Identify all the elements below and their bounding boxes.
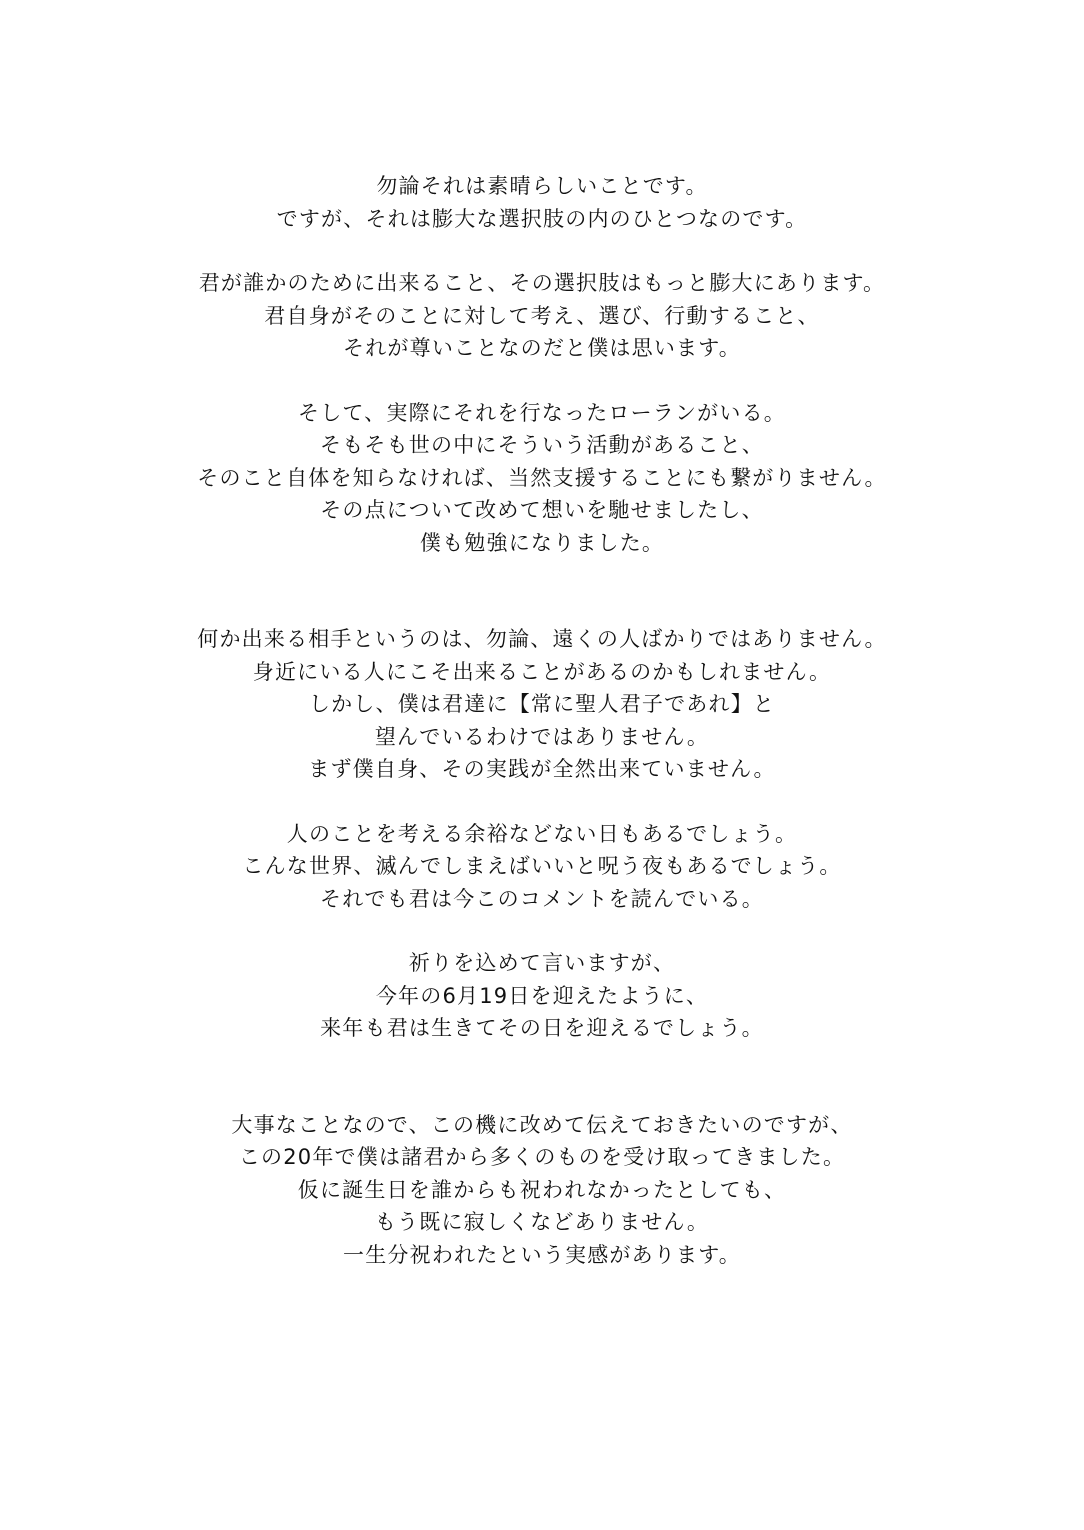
letter-body [0,170,1084,1271]
text-line: その点について改めて想いを馳せましたし、 [320,498,764,522]
paragraph-gap [0,915,1084,947]
text-line: ですが、それは膨大な選択肢の内のひとつなのです。 [276,206,808,231]
text-line: しかし、僕は君達に【常に聖人君子であれ】と [308,692,776,716]
text-line: そして、実際にそれを行なったローランがいる。 [298,400,786,425]
text-line: 祈りを込めて言いますが、 [408,951,676,975]
section-gap [0,1045,1084,1109]
text-line: 勿論それは素晴らしいことです。 [376,174,708,198]
section-gap [0,559,1084,623]
text-line: 今年の6月19日を迎えたように、 [375,983,709,1008]
text-line: こんな世界、滅んでしまえばいいと呪う夜もあるでしょう。 [242,854,842,878]
paragraph-2 [0,267,1084,365]
text-line: 来年も君は生きてその日を迎えるでしょう。 [320,1016,764,1040]
text-line: それでも君は今このコメントを読んでいる。 [320,886,764,911]
text-line: 大事なことなので、この機に改めて伝えておきたいのですが、 [231,1112,853,1137]
text-line: それが尊いことなのだと僕は思います。 [343,336,741,360]
paragraph-5 [0,818,1084,916]
paragraph-3 [0,397,1084,560]
paragraph-4 [0,623,1084,786]
text-line: まず僕自身、その実践が全然出来ていません。 [308,757,776,781]
text-line: そのこと自体を知らなければ、当然支援することにも繋がりません。 [197,465,887,490]
text-line: もう既に寂しくなどありません。 [374,1210,710,1234]
text-line: 僕も勉強になりました。 [419,530,665,555]
paragraph-7 [0,1109,1084,1272]
text-line: 身近にいる人にこそ出来ることがあるのかもしれません。 [252,659,832,684]
text-line: 仮に誕生日を誰からも祝われなかったとしても、 [297,1177,787,1202]
paragraph-gap [0,786,1084,818]
paragraph-gap [0,365,1084,397]
text-line: 君が誰かのために出来ること、その選択肢はもっと膨大にあります。 [198,271,886,295]
paragraph-6 [0,947,1084,1045]
text-line: この20年で僕は諸君から多くのものを受け取ってきました。 [238,1145,846,1169]
text-line: 一生分祝われたという実感があります。 [343,1242,741,1267]
paragraph-gap [0,235,1084,267]
text-line: 望んでいるわけではありません。 [374,724,710,749]
text-line: そもそも世の中にそういう活動があること、 [320,433,764,457]
text-line: 何か出来る相手というのは、勿論、遠くの人ばかりではありません。 [197,627,887,651]
text-line: 君自身がそのことに対して考え、選び、行動すること、 [264,303,820,328]
text-line: 人のことを考える余裕などない日もあるでしょう。 [286,821,798,846]
paragraph-1 [0,170,1084,235]
